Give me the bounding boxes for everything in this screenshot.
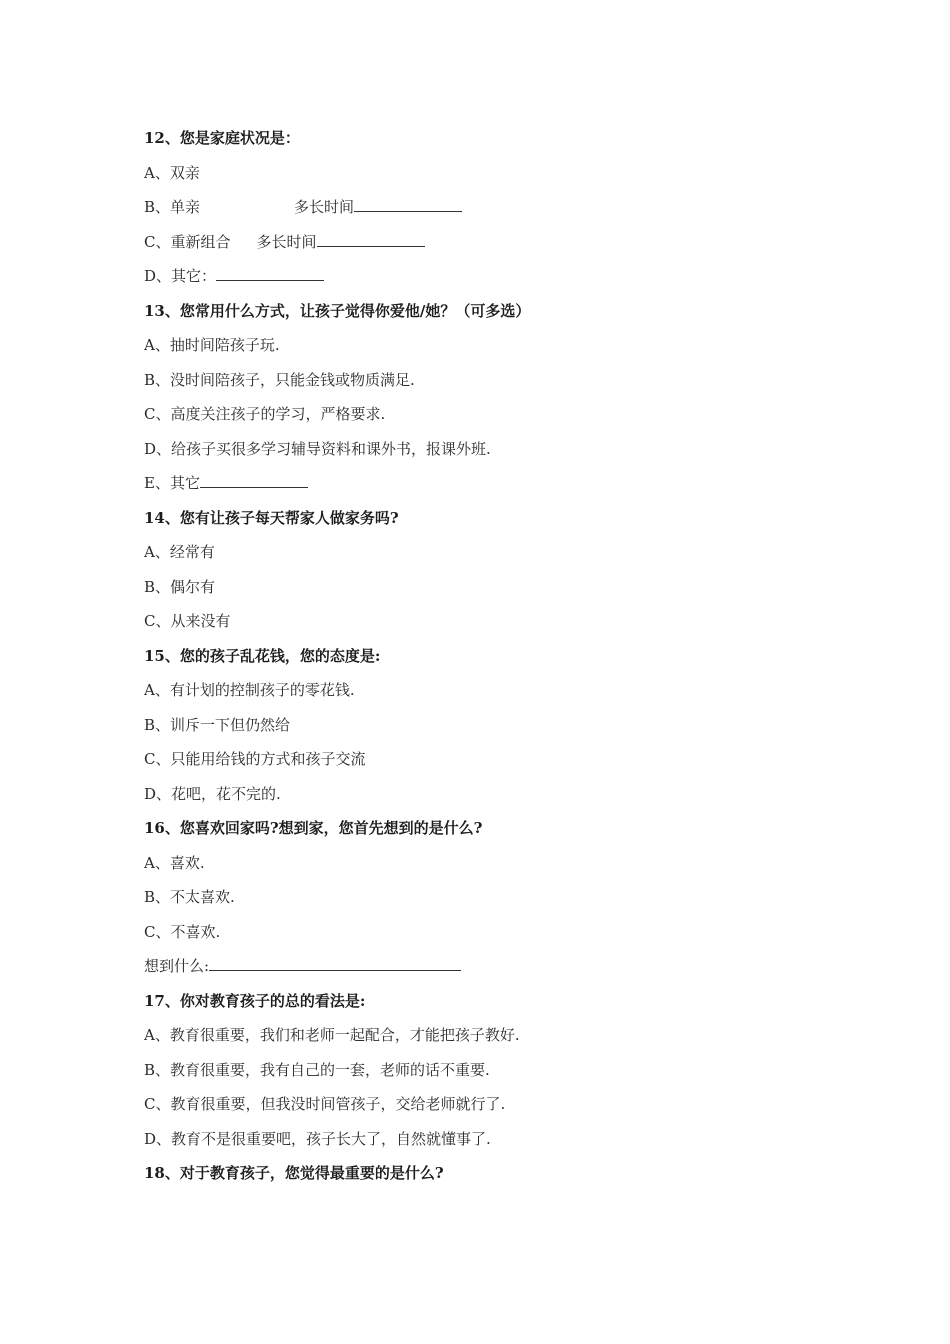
question-12-option-c-row	[144, 228, 844, 263]
question-13-option-c: C、高度关注孩子的学习，严格要求.	[144, 405, 386, 423]
question-12-option-c-duration-label: 多长时间	[256, 232, 317, 251]
question-14-option-b: B、偶尔有	[144, 577, 216, 596]
question-13-option-e: E、其它	[144, 474, 200, 492]
question-12-title: 12、您是家庭状况是：	[144, 129, 300, 147]
question-14-option-c: C、从来没有	[144, 612, 231, 630]
question-15-option-d: D、花吧，花不完的.	[144, 784, 281, 803]
question-12-option-c: C、重新组合	[144, 232, 231, 251]
question-12-option-b: B、单亲	[144, 198, 201, 216]
question-17-option-c: C、教育很重要，但我没时间管孩子，交给老师就行了.	[144, 1095, 506, 1113]
question-12-option-d-blank[interactable]	[216, 264, 324, 281]
questionnaire	[144, 124, 844, 1194]
question-13-option-a: A、抽时间陪孩子玩.	[144, 336, 280, 354]
question-16-think-blank[interactable]	[209, 954, 461, 971]
question-12-option-d: D、其它：	[144, 267, 217, 285]
question-16-option-a: A、喜欢.	[144, 853, 205, 872]
question-17-option-d: D、教育不是很重要吧，孩子长大了，自然就懂事了.	[144, 1129, 491, 1148]
question-12-option-a: A、双亲	[144, 163, 200, 182]
question-16-option-b: B、不太喜欢.	[144, 888, 235, 906]
question-12-option-b-duration-blank[interactable]	[354, 195, 462, 212]
question-12-option-d-row	[144, 262, 844, 297]
question-12-option-b-duration-label: 多长时间	[294, 198, 355, 216]
question-16-think-label: 想到什么:	[144, 957, 210, 975]
question-15-option-a: A、有计划的控制孩子的零花钱.	[144, 681, 355, 699]
question-12-option-c-duration-blank[interactable]	[317, 230, 425, 247]
question-13-title: 13、您常用什么方式，让孩子觉得你爱他/她？（可多选）	[144, 301, 531, 320]
question-13-option-d: D、给孩子买很多学习辅导资料和课外书，报课外班.	[144, 439, 491, 458]
question-14-title: 14、您有让孩子每天帮家人做家务吗?	[144, 508, 399, 527]
question-13-option-e-blank[interactable]	[200, 471, 308, 488]
question-17-option-b: B、教育很重要，我有自己的一套，老师的话不重要.	[144, 1060, 490, 1079]
question-15-option-b: B、训斥一下但仍然给	[144, 715, 291, 734]
question-16-option-c: C、不喜欢.	[144, 922, 221, 941]
question-17-title: 17、你对教育孩子的总的看法是:	[144, 991, 366, 1010]
question-13-option-b: B、没时间陪孩子，只能金钱或物质满足.	[144, 370, 415, 389]
question-15-option-c: C、只能用给钱的方式和孩子交流	[144, 750, 366, 768]
question-16-title: 16、您喜欢回家吗?想到家，您首先想到的是什么?	[144, 819, 483, 837]
question-14-option-a: A、经常有	[144, 543, 215, 561]
question-18-title: 18、对于教育孩子，您觉得最重要的是什么?	[144, 1164, 444, 1182]
question-13-option-e-row	[144, 469, 844, 504]
question-17-option-a: A、教育很重要，我们和老师一起配合，才能把孩子教好.	[144, 1026, 520, 1044]
question-12-option-b-row	[144, 193, 844, 228]
question-15-title: 15、您的孩子乱花钱，您的态度是:	[144, 646, 381, 665]
question-16-think-row	[144, 952, 844, 987]
